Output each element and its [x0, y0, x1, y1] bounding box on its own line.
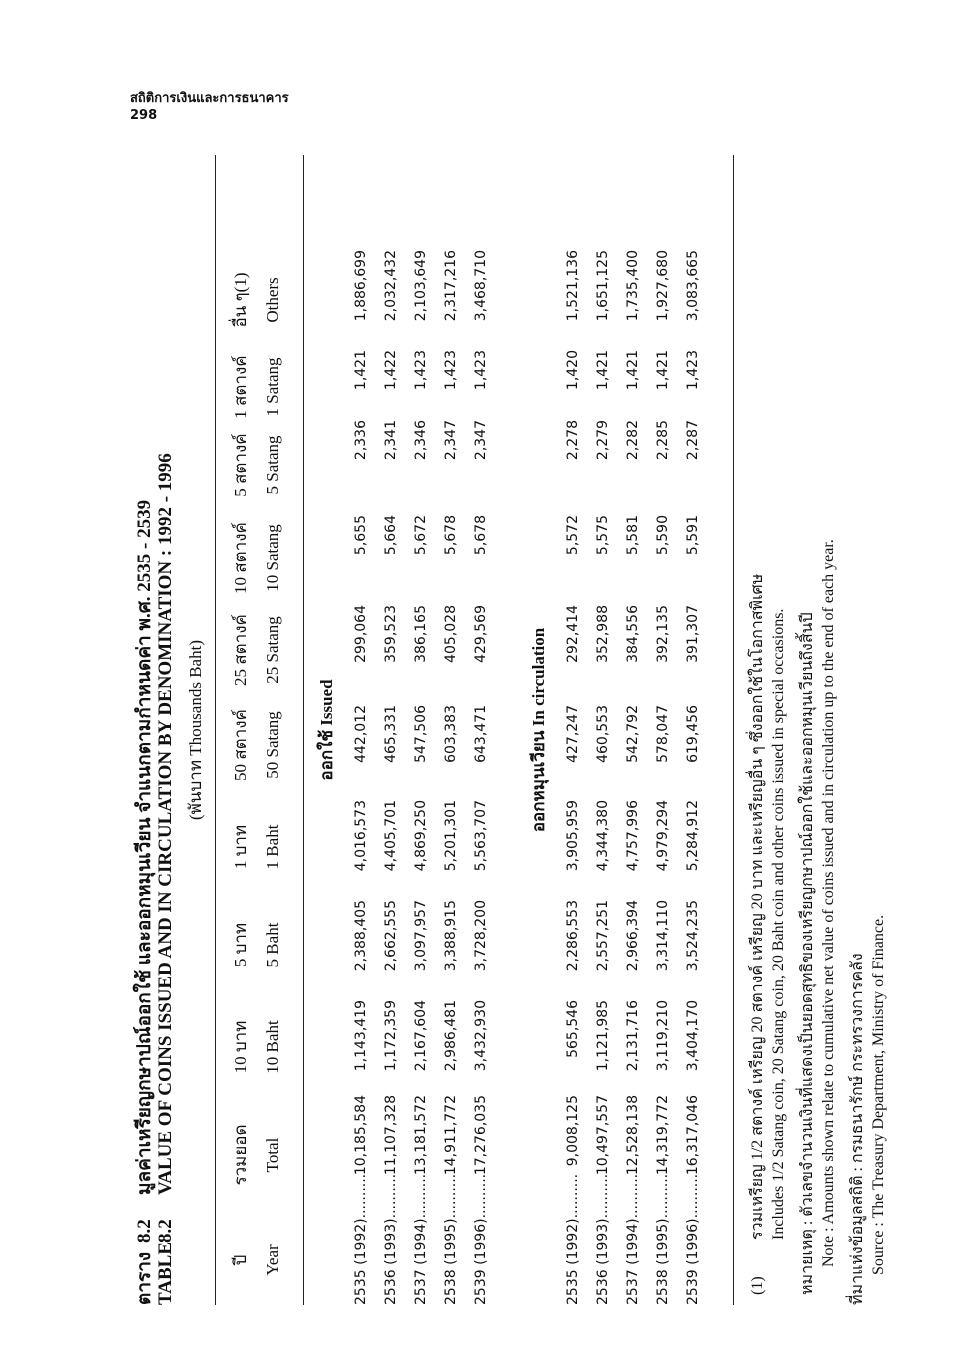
- table-cell: 1,423: [473, 350, 489, 391]
- table-cell: 4,344,380: [595, 800, 611, 872]
- column-header-english: 50 Satang: [263, 711, 282, 779]
- table-cell: 1,886,699: [353, 250, 369, 322]
- table-cell: 542,792: [625, 705, 641, 763]
- footnote-mark: (1): [749, 1276, 766, 1295]
- table-cell: 2,285: [655, 420, 671, 461]
- row-year: 2537 (1994)..........: [625, 1173, 641, 1305]
- column-header-english: 25 Satang: [263, 616, 282, 684]
- table-label-thai: ตาราง: [134, 1251, 155, 1305]
- table-cell: 384,556: [625, 605, 641, 663]
- column-header-english: 5 Baht: [263, 922, 282, 968]
- table-cell: 2,286,553: [565, 900, 581, 972]
- table-cell: 442,012: [353, 705, 369, 763]
- table-cell: 2,986,481: [443, 1000, 459, 1072]
- table-cell: 603,383: [443, 705, 459, 763]
- table-cell: 1,420: [565, 350, 581, 391]
- table-cell: 2,347: [473, 420, 489, 461]
- footnote-english: Includes 1/2 Satang coin, 20 Satang coin, 20 Baht coin and other coins issued in special occasions.: [770, 608, 787, 1240]
- table-cell: 2,346: [413, 420, 429, 461]
- table-cell: 1,651,125: [595, 250, 611, 322]
- table-cell: 17,276,035: [473, 1095, 489, 1176]
- table-cell: 12,528,138: [625, 1095, 641, 1176]
- column-header-thai: 25 สตางค์: [231, 614, 250, 686]
- table-cell: 1,423: [443, 350, 459, 391]
- table-cell: 9,008,125: [565, 1095, 581, 1167]
- table-cell: 1,735,400: [625, 250, 641, 322]
- unit-label: (พันบาท Thousands Baht): [186, 640, 205, 820]
- table-cell: 10,185,584: [353, 1095, 369, 1176]
- table-cell: 643,471: [473, 705, 489, 763]
- table-cell: 1,927,680: [655, 250, 671, 322]
- table-cell: 392,135: [655, 605, 671, 663]
- table-cell: 2,032,432: [383, 250, 399, 322]
- table-cell: 2,287: [685, 420, 701, 461]
- table-cell: 5,655: [353, 515, 369, 556]
- table-cell: 3,388,915: [443, 900, 459, 972]
- table-cell: 1,422: [383, 350, 399, 391]
- title-english-text: VALUE OF COINS ISSUED AND IN CIRCULATION BY DENOMINATION : 1992 - 1996: [155, 453, 176, 1195]
- table-cell: 2,966,394: [625, 900, 641, 972]
- column-header-english: Total: [263, 1137, 282, 1173]
- table-cell: 11,107,328: [383, 1095, 399, 1176]
- section-label: ออกหมุนเวียน In circulation: [529, 627, 548, 833]
- table-cell: 352,988: [595, 605, 611, 663]
- table-cell: 13,181,572: [413, 1095, 429, 1176]
- column-header-thai: 5 บาท: [231, 922, 250, 968]
- table-cell: 1,521,136: [565, 250, 581, 322]
- source-thai: ที่มาแห่งข้อมูลสถิติ : กรมธนารักษ์ กระทรวงการคลัง: [849, 953, 866, 1305]
- table-cell: 619,456: [685, 705, 701, 763]
- bottom-rule: [733, 155, 734, 1305]
- table-cell: 5,563,707: [473, 800, 489, 872]
- table-cell: 1,421: [353, 350, 369, 391]
- column-header-thai: 10 สตางค์: [231, 522, 250, 594]
- column-header-thai: อื่น ๆ(1): [231, 272, 250, 328]
- row-year: 2539 (1996)..........: [685, 1173, 701, 1305]
- table-cell: 4,016,573: [353, 800, 369, 872]
- table-cell: 427,247: [565, 705, 581, 763]
- note-english: Note : Amounts shown relate to cumulative net value of coins issued and in circulation up to the end of each year.: [820, 539, 837, 1267]
- footnote-thai: รวมเหรียญ 1/2 สตางค์ เหรียญ 20 สตางค์ เหรียญ 20 บาท และเหรียญอื่น ๆ ซึ่งออกใช้ในโอกาสพิเศษ: [749, 573, 766, 1240]
- table-cell: 299,064: [353, 605, 369, 663]
- table-cell: 4,757,996: [625, 800, 641, 872]
- table-number-english: 8.2: [155, 1219, 176, 1243]
- table-cell: 2,347: [443, 420, 459, 461]
- column-header-english: 10 Satang: [263, 524, 282, 592]
- table-cell: 359,523: [383, 605, 399, 663]
- table-title-english: [155, 453, 177, 1305]
- table-cell: 5,590: [655, 515, 671, 556]
- table-cell: 3,468,710: [473, 250, 489, 322]
- row-year: 2538 (1995)..........: [443, 1173, 459, 1305]
- table-cell: 2,662,555: [383, 900, 399, 972]
- column-header-thai: 1 บาท: [231, 824, 250, 870]
- table-cell: 5,572: [565, 515, 581, 556]
- table-cell: 5,678: [473, 515, 489, 556]
- table-cell: 5,664: [383, 515, 399, 556]
- table-cell: 2,278: [565, 420, 581, 461]
- section-label: ออกใช้ Issued: [317, 679, 336, 781]
- table-cell: 3,905,959: [565, 800, 581, 872]
- table-cell: 3,097,957: [413, 900, 429, 972]
- column-header-thai: 1 สตางค์: [231, 355, 250, 419]
- table-cell: 460,553: [595, 705, 611, 763]
- table-cell: 5,284,912: [685, 800, 701, 872]
- column-header-english: 1 Baht: [263, 824, 282, 870]
- table-cell: 578,047: [655, 705, 671, 763]
- row-year: 2536 (1993)..........: [595, 1173, 611, 1305]
- column-header-thai: รวมยอด: [231, 1124, 250, 1186]
- table-cell: 2,279: [595, 420, 611, 461]
- table-cell: 2,131,716: [625, 1000, 641, 1072]
- table-cell: 3,083,665: [685, 250, 701, 322]
- table-cell: 2,341: [383, 420, 399, 461]
- column-header-english: 5 Satang: [263, 435, 282, 495]
- table-cell: 5,672: [413, 515, 429, 556]
- page-number: 298: [130, 108, 158, 123]
- table-cell: 4,979,294: [655, 800, 671, 872]
- table-cell: 4,405,701: [383, 800, 399, 872]
- table-cell: 1,172,359: [383, 1000, 399, 1072]
- table-cell: 5,201,301: [443, 800, 459, 872]
- footnote-line-thai: [745, 574, 770, 1295]
- table-cell: 3,119,210: [655, 1000, 671, 1072]
- table-cell: 386,165: [413, 605, 429, 663]
- row-year: 2535 (1992)..........: [565, 1173, 581, 1305]
- table-cell: 3,524,235: [685, 900, 701, 972]
- table-cell: 3,314,110: [655, 900, 671, 972]
- rotated-table-sheet: [125, 105, 945, 1305]
- table-cell: 1,423: [413, 350, 429, 391]
- row-year: 2537 (1994)..........: [413, 1173, 429, 1305]
- table-cell: 2,167,604: [413, 1000, 429, 1072]
- section-title: สถิติการเงินและการธนาคาร: [130, 91, 289, 106]
- header-rule: [303, 155, 304, 1305]
- source-english: Source : The Treasury Department, Ministry of Finance.: [870, 914, 887, 1275]
- table-cell: 429,569: [473, 605, 489, 663]
- table-cell: 5,575: [595, 515, 611, 556]
- table-number: 8.2: [134, 1219, 155, 1243]
- table-cell: 1,143,419: [353, 1000, 369, 1072]
- table-cell: 2,317,216: [443, 250, 459, 322]
- column-header-english: Year: [263, 1244, 282, 1276]
- table-cell: 3,432,930: [473, 1000, 489, 1072]
- column-header-english: Others: [263, 277, 282, 323]
- table-cell: 1,421: [655, 350, 671, 391]
- column-header-english: 1 Satang: [263, 357, 282, 417]
- table-cell: 3,404,170: [685, 1000, 701, 1072]
- table-cell: 10,497,557: [595, 1095, 611, 1176]
- table-cell: 5,581: [625, 515, 641, 556]
- table-cell: 5,678: [443, 515, 459, 556]
- table-cell: 14,319,772: [655, 1095, 671, 1176]
- table-cell: 1,421: [625, 350, 641, 391]
- row-year: 2536 (1993)..........: [383, 1173, 399, 1305]
- table-cell: 4,869,250: [413, 800, 429, 872]
- table-cell: 3,728,200: [473, 900, 489, 972]
- table-cell: 292,414: [565, 605, 581, 663]
- table-cell: 1,421: [595, 350, 611, 391]
- row-year: 2539 (1996)..........: [473, 1173, 489, 1305]
- table-cell: 391,307: [685, 605, 701, 663]
- column-header-thai: 50 สตางค์: [231, 709, 250, 781]
- table-cell: 14,911,772: [443, 1095, 459, 1176]
- column-header-thai: 10 บาท: [231, 1020, 250, 1074]
- note-thai: หมายเหตุ : ตัวเลขจำนวนเงินที่แสดงเป็นยอดสุทธิของเหรียญกษาปณ์ออกใช้และออกหมุนเวียนถึงสิ้นปี: [799, 612, 816, 1295]
- top-rule: [215, 155, 216, 1305]
- table-cell: 2,336: [353, 420, 369, 461]
- table-cell: 2,557,251: [595, 900, 611, 972]
- table-cell: 2,388,405: [353, 900, 369, 972]
- table-cell: 405,028: [443, 605, 459, 663]
- column-header-thai: ปี: [231, 1254, 250, 1266]
- table-cell: 547,506: [413, 705, 429, 763]
- table-cell: 2,103,649: [413, 250, 429, 322]
- table-cell: 5,591: [685, 515, 701, 556]
- column-header-thai: 5 สตางค์: [231, 433, 250, 497]
- table-label-english: TABLE: [155, 1241, 176, 1305]
- row-year: 2538 (1995)..........: [655, 1173, 671, 1305]
- table-cell: 565,546: [565, 1000, 581, 1058]
- row-year: 2535 (1992)..........: [353, 1173, 369, 1305]
- table-cell: 2,282: [625, 420, 641, 461]
- table-cell: 465,331: [383, 705, 399, 763]
- table-cell: 16,317,046: [685, 1095, 701, 1176]
- column-header-english: 10 Baht: [263, 1020, 282, 1074]
- title-thai-text: มูลค่าเหรียญกษาปณ์ออกใช้ และออกหมุนเวียน จำแนกตามกำหนดค่า พ.ศ. 2535 - 2539: [134, 499, 155, 1195]
- table-cell: 1,423: [685, 350, 701, 391]
- table-cell: 1,121,985: [595, 1000, 611, 1072]
